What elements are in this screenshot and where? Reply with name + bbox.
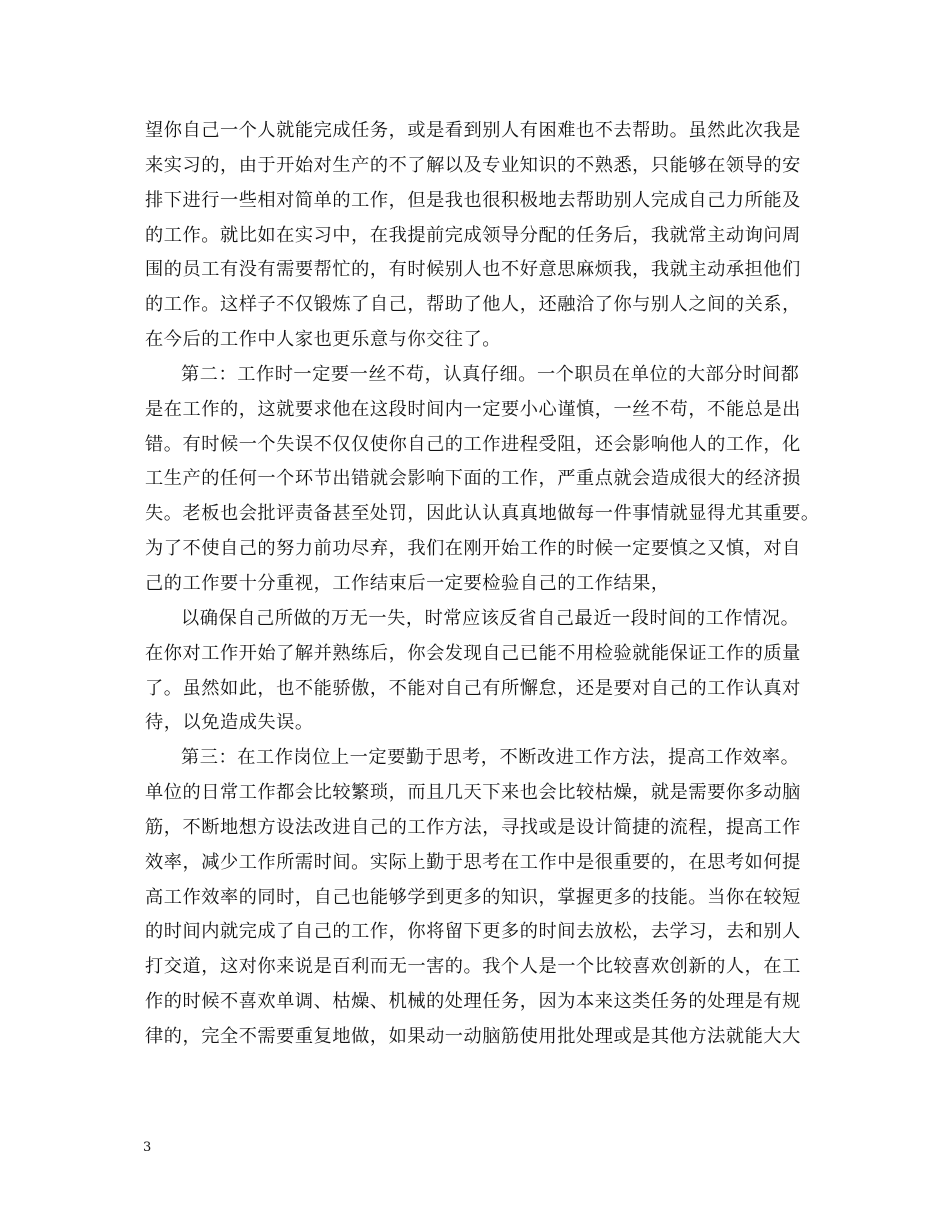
- text-line: 为了不使自己的努力前功尽弃，我们在刚开始工作的时候一定要慎之又慎，对自: [145, 538, 801, 560]
- text-line: 待，以免造成失误。: [145, 712, 314, 734]
- text-line: 单位的日常工作都会比较繁琐，而且几天下来也会比较枯燥，就是需要你多动脑: [145, 782, 801, 804]
- text-line: 作的时候不喜欢单调、枯燥、机械的处理任务，因为本来这类任务的处理是有规: [145, 991, 801, 1013]
- text-line: 高工作效率的同时，自己也能够学到更多的知识，掌握更多的技能。当你在较短: [145, 886, 801, 908]
- text-line: 第三：在工作岗位上一定要勤于思考，不断改进工作方法，提高工作效率。: [181, 747, 800, 769]
- text-line: 打交道，这对你来说是百利而无一害的。我个人是一个比较喜欢创新的人，在工: [145, 956, 801, 978]
- text-line: 围的员工有没有需要帮忙的，有时候别人也不好意思麻烦我，我就主动承担他们: [145, 259, 801, 281]
- text-line: 第二：工作时一定要一丝不苟，认真仔细。一个职员在单位的大部分时间都: [181, 363, 800, 385]
- body-text: [145, 114, 820, 1055]
- text-line: 错。有时候一个失误不仅仅使你自己的工作进程受阻，还会影响他人的工作，化: [145, 433, 801, 455]
- text-line: 望你自己一个人就能完成任务，或是看到别人有困难也不去帮助。虽然此次我是: [145, 120, 801, 141]
- text-line: 的工作。这样子不仅锻炼了自己，帮助了他人，还融洽了你与别人之间的关系，: [145, 294, 801, 316]
- text-line: 的工作。就比如在实习中，在我提前完成领导分配的任务后，我就常主动询问周: [145, 224, 801, 246]
- text-line: 来实习的，由于开始对生产的不了解以及专业知识的不熟悉，只能够在领导的安: [145, 154, 801, 176]
- text-line: 的时间内就完成了自己的工作，你将留下更多的时间去放松，去学习，去和别人: [145, 921, 801, 943]
- text-line: 律的，完全不需要重复地做，如果动一动脑筋使用批处理或是其他方法就能大大: [145, 1025, 801, 1047]
- text-line: 是在工作的，这就要求他在这段时间内一定要小心谨慎，一丝不苟，不能总是出: [145, 398, 801, 420]
- text-line: 效率，减少工作所需时间。实际上勤于思考在工作中是很重要的，在思考如何提: [145, 851, 801, 873]
- text-line: 己的工作要十分重视，工作结束后一定要检验自己的工作结果，: [145, 572, 670, 594]
- text-line: 在你对工作开始了解并熟练后，你会发现自己已能不用检验就能保证工作的质量: [145, 642, 801, 664]
- text-line: 了。虽然如此，也不能骄傲，不能对自己有所懈怠，还是要对自己的工作认真对: [145, 677, 801, 699]
- text-line: 排下进行一些相对简单的工作，但是我也很积极地去帮助别人完成自己力所能及: [145, 189, 801, 211]
- text-line: 以确保自己所做的万无一失，时常应该反省自己最近一段时间的工作情况。: [181, 607, 800, 629]
- page-number: 3: [143, 1140, 152, 1155]
- text-line: 工生产的任何一个环节出错就会影响下面的工作，严重点就会造成很大的经济损: [145, 468, 801, 490]
- text-line: 失。老板也会批评责备甚至处罚，因此认认真真地做每一件事情就显得尤其重要。: [145, 503, 820, 525]
- text-line: 在今后的工作中人家也更乐意与你交往了。: [145, 329, 502, 351]
- text-line: 筋，不断地想方设法改进自己的工作方法，寻找或是设计简捷的流程，提高工作: [145, 816, 801, 838]
